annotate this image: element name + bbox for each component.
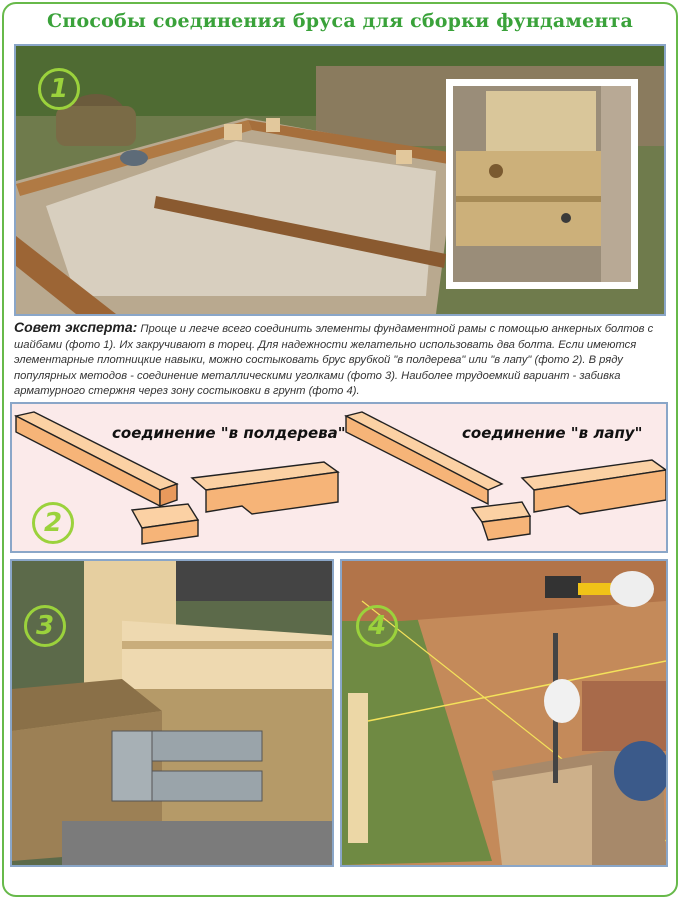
photo-1-badge: 1 <box>38 68 80 110</box>
photo-2-badge: 2 <box>32 502 74 544</box>
expert-tip-text: Проще и легче всего соединить элементы фундаментной рамы с помощью анкерных болтов с шайбами (фото 1). Их закручивают в торец. Для надежности желательно использовать два болта. Если имеются элементарные плотницкие навыки, можно состыковать брус врубкой "в полдерева" или "в лапу" (фото 2). В ряду популярных методов - соединение металлическими уголками (фото 3). Наиболее трудоемкий вариант - забивка арматурного стержня через зону состыковки в грунт (фото 4). <box>14 323 654 397</box>
gravel-frame-photo <box>16 46 664 314</box>
photo-3-panel <box>10 559 334 867</box>
page-title: Способы соединения бруса для сборки фундамента <box>47 10 633 32</box>
metal-corner-photo <box>12 561 332 865</box>
joint-label-paw: соединение "в лапу" <box>462 424 643 442</box>
photo-4-panel <box>340 559 668 867</box>
photo-3-badge: 3 <box>24 605 66 647</box>
joint-label-half-timber: соединение "в полдерева" <box>112 424 346 442</box>
photo-1-panel <box>14 44 666 316</box>
expert-tip-lead: Совет эксперта: <box>14 319 138 335</box>
photo-4-badge: 4 <box>356 605 398 647</box>
expert-tip <box>14 320 666 400</box>
rebar-stake-photo <box>342 561 666 865</box>
photo-2-panel <box>10 402 668 553</box>
